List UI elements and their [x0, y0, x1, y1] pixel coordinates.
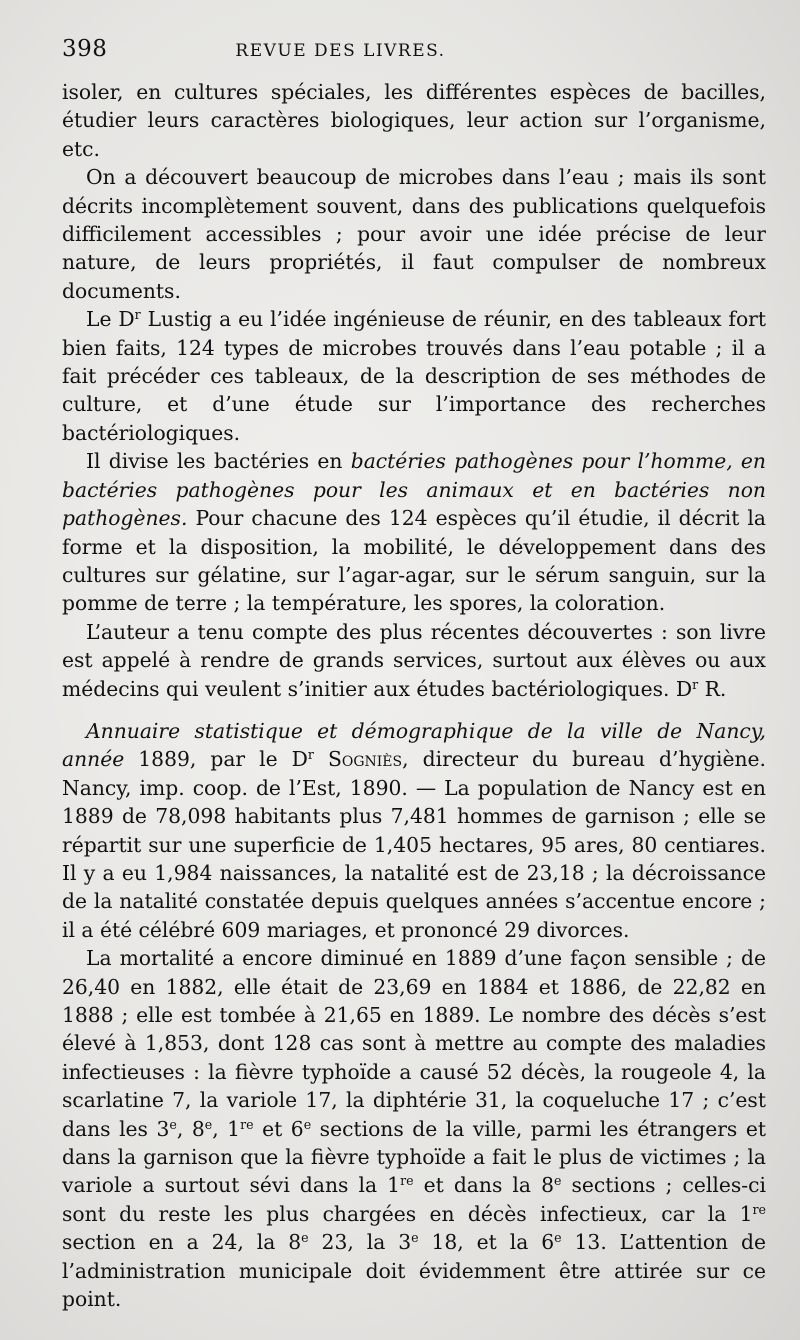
p3-sup: r: [134, 307, 141, 323]
p7-s5: re: [400, 1173, 414, 1189]
p7-s9: e: [411, 1230, 419, 1246]
p7-t1: , 8: [176, 1116, 205, 1141]
review-title: Annuaire statistique et démographique de la ville de Nancy, année: [62, 718, 766, 772]
p7-s7: re: [752, 1201, 766, 1217]
p7-a: La mortalité a encore diminué en 1889 d’une façon sensible ; de 26,40 en 1882, elle était de 23,69 en 1884 et 1886, de 22,82 en 1888 ; elle est tombée à 21,65 en 1889. Le nombre des décès s’est élevé à 1,853, dont 128 cas sont à mettre au compte des maladies infectieuses : la fièvre typhoïde a causé 52 décès, la rougeole 4, la scarlatine 7, la variole 17, la diphtérie 31, la coqueluche 17 ; c’est dans les 3: [62, 946, 766, 1141]
p7-t6: sections ; celles-ci sont du reste les plus chargées en décès infectieux, car la 1: [62, 1173, 767, 1226]
paragraph-1: [62, 78, 766, 163]
p7-t8: 23, la 3: [308, 1230, 412, 1255]
p7-s6: e: [553, 1173, 562, 1189]
p7-s2: e: [204, 1116, 213, 1132]
page-header: [62, 36, 766, 76]
p7-s3: re: [240, 1116, 254, 1132]
paragraph-5: [62, 618, 766, 703]
body-text: [62, 78, 766, 1313]
paragraph-4: [62, 447, 766, 617]
p3-b: Lustig a eu l’idée ingénieuse de réunir, en des tableaux fort bien faits, 124 types de microbes trouvés dans l’eau potable ; il a fait précéder ces tableaux, de la description de ses méthodes de culture, et d’une étude sur l’importance des recherches bactériologiques.: [62, 307, 766, 445]
p7-s4: e: [303, 1116, 312, 1132]
p7-t7: section en a 24, la 8: [62, 1230, 302, 1255]
p6-sup: r: [307, 747, 314, 763]
p5-a: L’auteur a tenu compte des plus récentes découvertes : son livre est appelé à rendre de grands services, surtout aux élèves ou aux médecins qui veulent s’initier aux études bactériologiques. D: [62, 619, 766, 701]
p7-s10: e: [554, 1230, 562, 1246]
running-head: REVUE DES LIVRES.: [235, 41, 446, 61]
p6-a: 1889, par le D: [124, 747, 308, 772]
p7-s1: e: [169, 1116, 177, 1132]
p7-t9: 18, et la 6: [418, 1230, 555, 1255]
p7-t10: 13. L’attention de l’administration municipale doit évidemment être attirée sur ce point.: [62, 1230, 767, 1312]
p6-space: [314, 747, 328, 771]
p6-b: , directeur du bureau d’hygiène. Nancy, imp. coop. de l’Est, 1890. — La population de Nancy est en 1889 de 78,098 habitants plus 7,481 hommes de garnison ; elle se répartit sur une superficie de 1,405 hectares, 95 ares, 80 centiares. Il y a eu 1,984 naissances, la natalité est de 23,18 ; la décroissance de la natalité constatée depuis quelques années s’accentue encore ; il a été célébré 609 mariages, et prononcé 29 divorces.: [62, 747, 766, 942]
paragraph-3: [62, 305, 766, 447]
paragraph-1-text: isoler, en cultures spéciales, les différentes espèces de bacilles, étudier leurs caractères biologiques, leur action sur l’organisme, etc.: [62, 80, 766, 161]
p7-t2: , 1: [212, 1116, 241, 1141]
paragraph-7: [62, 944, 766, 1313]
p7-t5: et dans la 8: [413, 1173, 554, 1198]
p4-b: Pour chacune des 124 espèces qu’il étudie, il décrit la forme et la disposition, la mobilité, le développement dans des cultures sur gélatine, sur l’agar-agar, sur le sérum sanguin, sur la pomme de terre ; la température, les spores, la coloration.: [62, 506, 766, 616]
p4-italic: bactéries pathogènes pour l’homme, en bactéries pathogènes pour les animaux et en bactéries non pathogènes.: [62, 449, 766, 531]
p7-s8: e: [301, 1230, 309, 1246]
review-paragraph: [62, 717, 766, 944]
p7-t4: sections de la ville, parmi les étrangers et dans la garnison que la fièvre typhoïde a fait le plus de victimes ; la variole a surtout sévi dans la 1: [62, 1116, 766, 1198]
page-number: 398: [62, 36, 108, 62]
author-name: Sogniès: [327, 747, 403, 772]
paragraph-2-text: On a découvert beaucoup de microbes dans l’eau ; mais ils sont décrits incomplètement souvent, dans des publications quelquefois difficilement accessibles ; pour avoir une idée précise de leur nature, de leurs propriétés, il faut compulser de nombreux documents.: [62, 165, 766, 303]
p4-a: Il divise les bactéries en: [86, 449, 351, 474]
paragraph-2: [62, 163, 766, 305]
p7-t3: et 6: [253, 1116, 304, 1141]
p5-b: R.: [698, 676, 727, 701]
p3-a: Le D: [86, 307, 135, 332]
p5-sup: r: [692, 676, 699, 692]
